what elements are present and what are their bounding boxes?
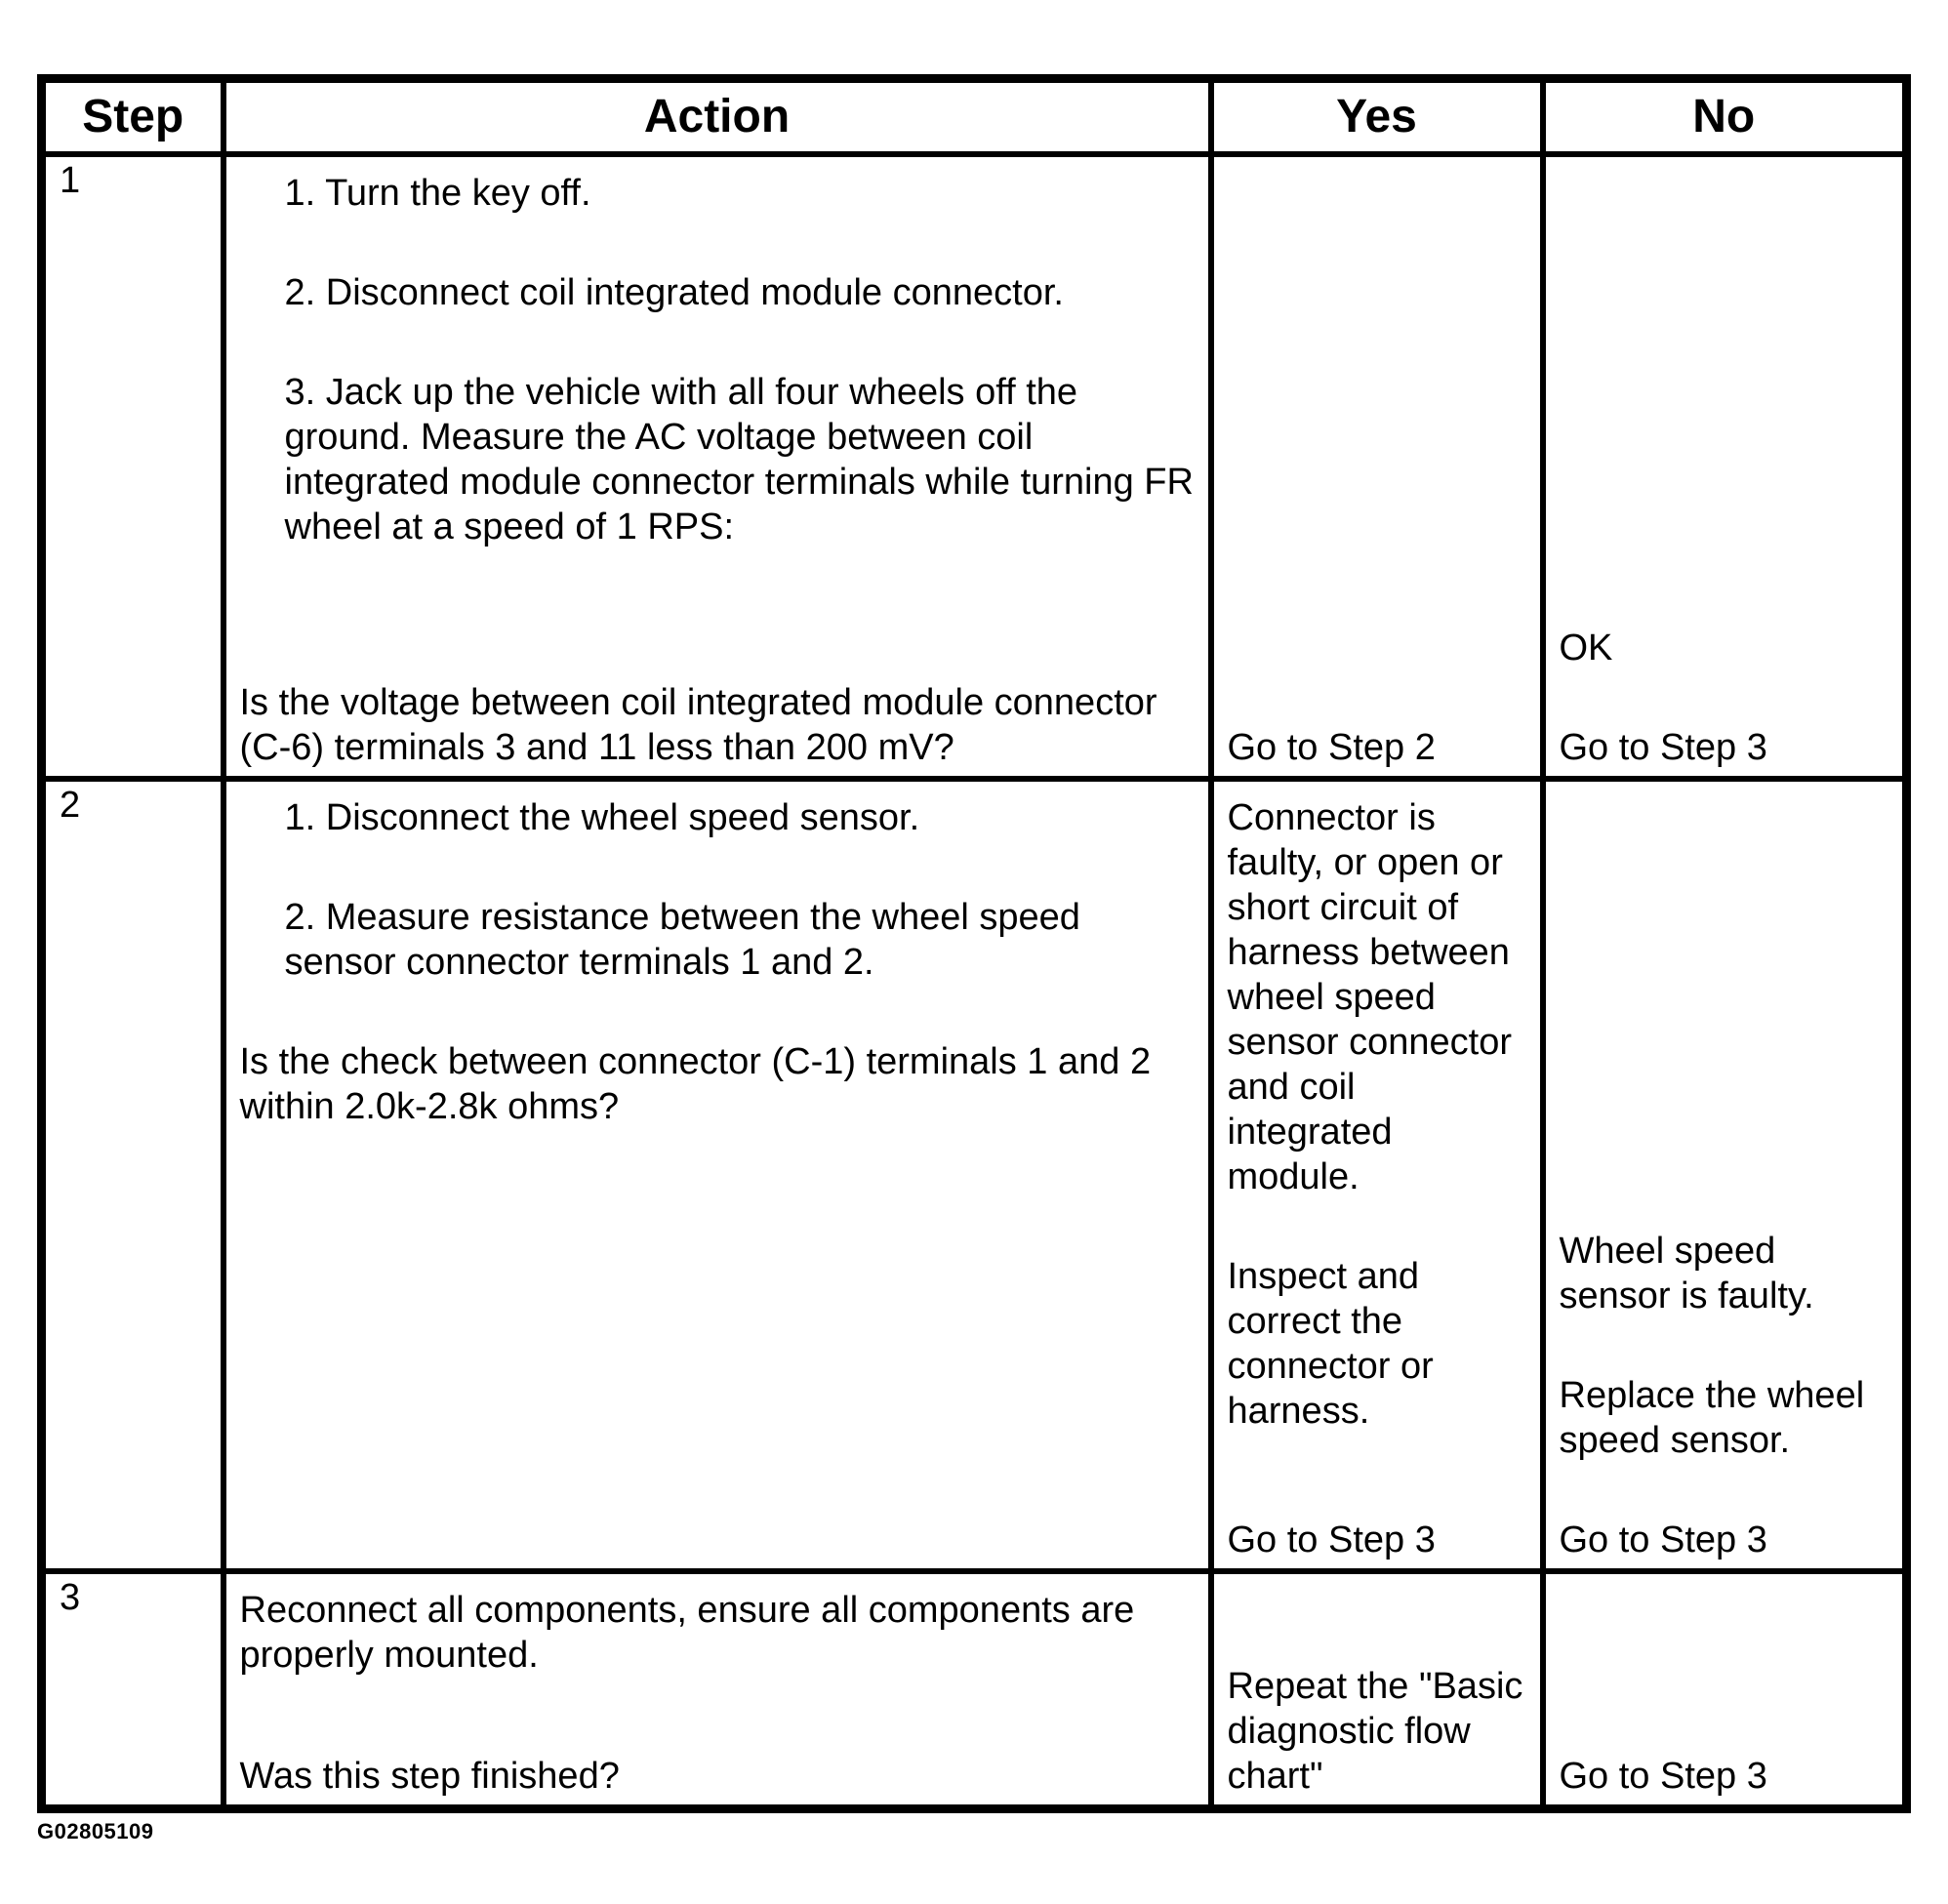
yes-instruction: Inspect and correct the connector or harness. [1227,1256,1434,1432]
header-yes: Yes [1211,79,1543,155]
no-goto: Go to Step 3 [1559,727,1767,768]
yes-cell [1211,1571,1543,1809]
yes-cell [1211,779,1543,1571]
yes-goto: Repeat the "Basic diagnostic flow chart" [1227,1666,1523,1797]
action-item: 3. Jack up the vehicle with all four wheels off the ground. Measure the AC voltage between coil integrated module connector terminals while turning FR wheel at a speed of 1 RPS: [284,372,1194,547]
action-cell [223,779,1211,1571]
no-result: Wheel speed sensor is faulty. [1559,1231,1814,1317]
step-number: 1 [42,154,223,779]
action-cell [223,1571,1211,1809]
header-step: Step [42,79,223,155]
no-instruction: Replace the wheel speed sensor. [1559,1375,1865,1461]
step-number: 3 [42,1571,223,1809]
action-question: Is the check between connector (C-1) terminals 1 and 2 within 2.0k-2.8k ohms? [239,1041,1152,1127]
action-text: Reconnect all components, ensure all components are properly mounted. [239,1590,1135,1676]
figure-id: G02805109 [37,1819,154,1843]
header-action: Action [223,79,1211,155]
no-cell [1543,1571,1907,1809]
action-cell [223,154,1211,779]
action-item: 1. Turn the key off. [284,173,591,214]
yes-goto: Go to Step 2 [1227,727,1436,768]
table-row [42,1571,1907,1809]
yes-result: Connector is faulty, or open or short circuit of harness between wheel speed sensor connector and coil integrated module. [1227,797,1512,1197]
yes-cell [1211,154,1543,779]
table-row [42,779,1907,1571]
no-cell [1543,779,1907,1571]
action-question: Is the voltage between coil integrated module connector (C-6) terminals 3 and 11 less than 200 mV? [239,682,1157,768]
no-goto: Go to Step 3 [1559,1519,1767,1560]
no-result: OK [1559,628,1613,668]
diagnostic-table [37,74,1911,1813]
action-item: 2. Disconnect coil integrated module connector. [284,272,1064,313]
action-item: 1. Disconnect the wheel speed sensor. [284,797,920,838]
no-cell [1543,154,1907,779]
header-no: No [1543,79,1907,155]
table-row [42,154,1907,779]
action-item: 2. Measure resistance between the wheel speed sensor connector terminals 1 and 2. [284,897,1080,983]
no-goto: Go to Step 3 [1559,1756,1767,1797]
step-number: 2 [42,779,223,1571]
yes-goto: Go to Step 3 [1227,1519,1436,1560]
header-row [42,79,1907,155]
action-question: Was this step finished? [239,1756,620,1797]
diagnostic-table-container [37,74,1911,1813]
